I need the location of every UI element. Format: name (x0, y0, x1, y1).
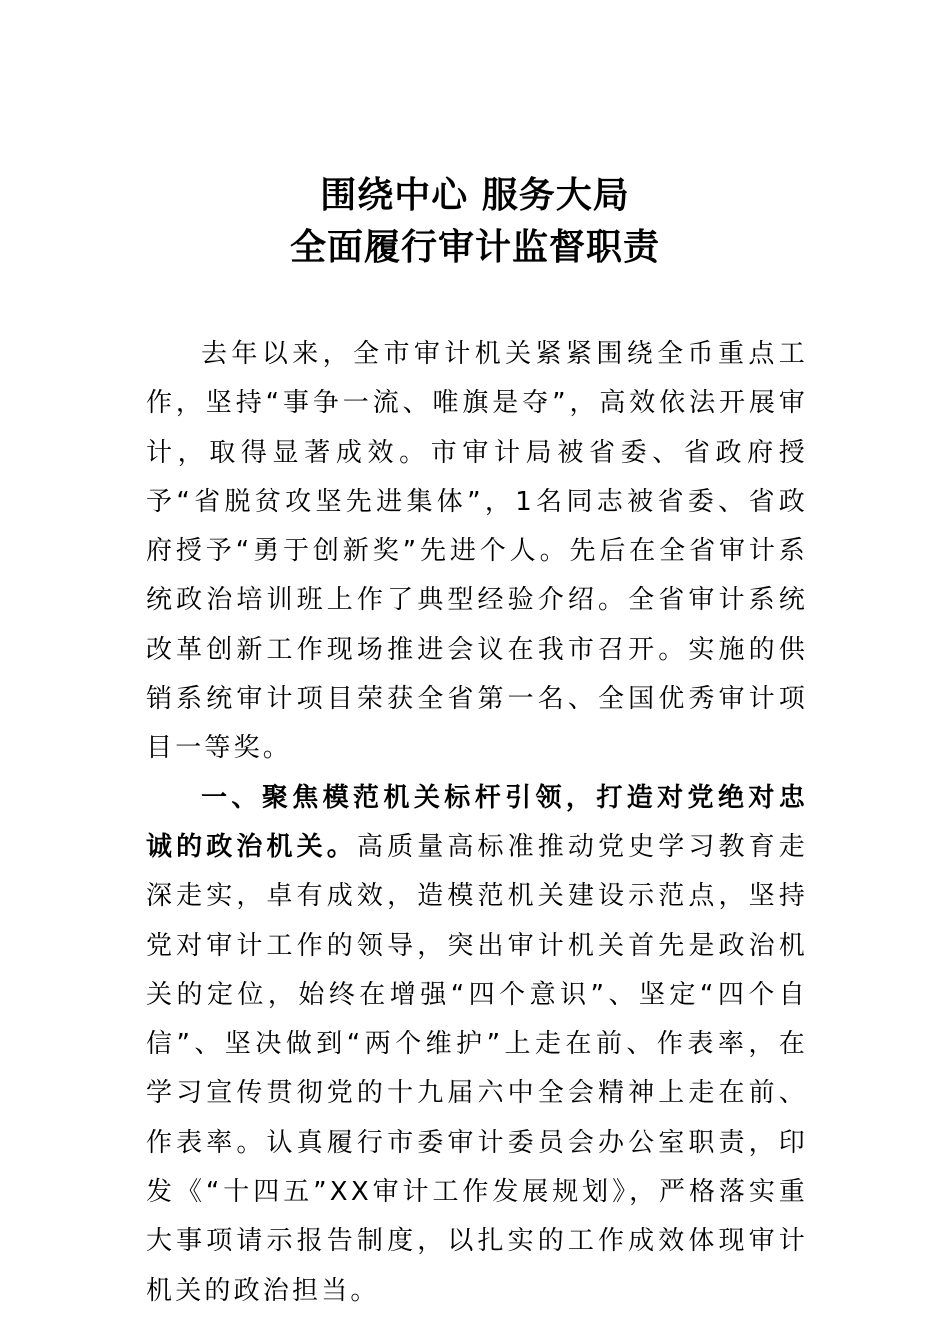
paragraph-section-1 (146, 774, 808, 1316)
section-1-heading: 一、聚焦模范机关标杆引领，打造对党绝对忠诚的政治机关。 (146, 782, 808, 862)
section-1-body: 高质量高标准推动党史学习教育走深走实，卓有成效，造模范机关建设示范点，坚持党对审计工作的领导，突出审计机关首先是政治机关的定位，始终在增强“四个意识”、坚定“四个自信”、坚决做到“两个维护”上走在前、作表率，在学习宣传贯彻党的十九届六中全会精神上走在前、作表率。认真履行市委审计委员会办公室职责，印发《“十四五”XX审计工作发展规划》，严格落实重大事项请示报告制度，以扎实的工作成效体现审计机关的政治担当。 (146, 831, 808, 1306)
title-line-1: 围绕中心 服务大局 (320, 175, 630, 216)
document-body (146, 330, 808, 1316)
paragraph-intro: 去年以来，全市审计机关紧紧围绕全币重点工作，坚持“事争一流、唯旗是夺”，高效依法开展审计，取得显著成效。市审计局被省委、省政府授予“省脱贫攻坚先进集体”，1名同志被省委、省政府授予“勇于创新奖”先进个人。先后在全省审计系统政治培训班上作了典型经验介绍。全省审计系统改革创新工作现场推进会议在我市召开。实施的供销系统审计项目荣获全省第一名、全国优秀审计项目一等奖。 (146, 339, 808, 764)
title-line-2: 全面履行审计监督职责 (289, 227, 660, 268)
